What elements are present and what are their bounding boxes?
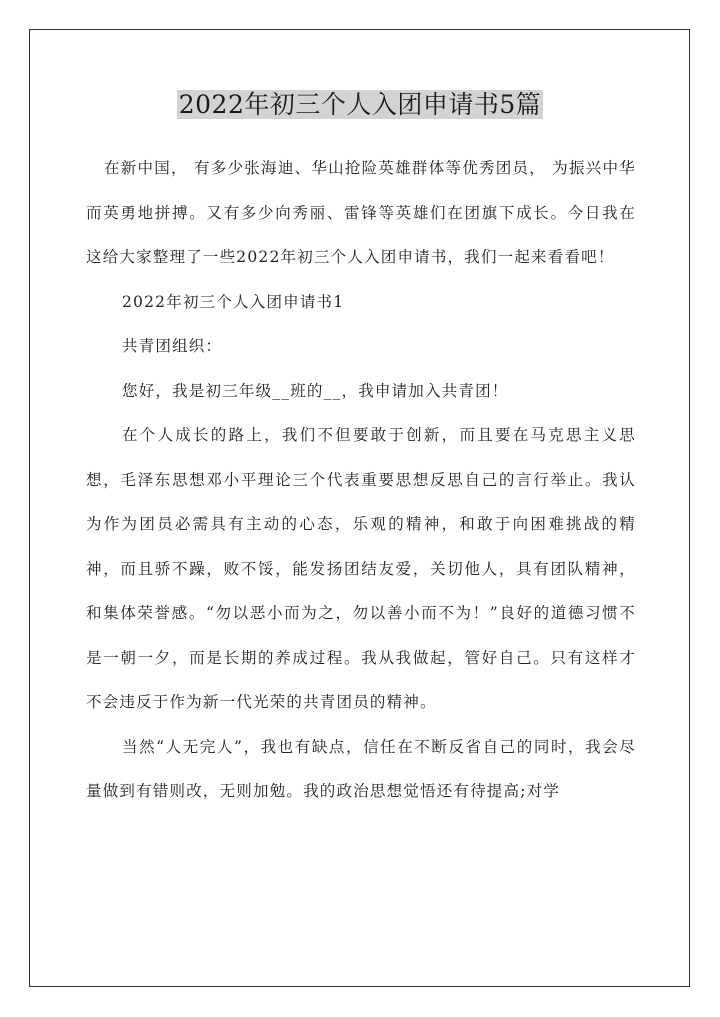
document-title — [0, 85, 720, 125]
document-body — [86, 146, 636, 814]
body-paragraph: 在个人成长的路上，我们不但要敢于创新，而且要在马克思主义思想，毛泽东思想邓小平理论三个代表重要思想反思自己的言行举止。我认为作为团员必需具有主动的心态，乐观的精神，和敢于向困难挑战的精神，而且骄不躁，败不馁，能发扬团结友爱，关切他人，具有团队精神，和集体荣誉感。“勿以恶小而为之，勿以善小而不为！”良好的道德习惯不是一朝一夕，而是长期的养成过程。我从我做起，管好自己。只有这样才不会违反于作为新一代光荣的共青团员的精神。 — [86, 426, 636, 711]
section-heading: 2022年初三个人入团申请书1 — [122, 292, 345, 311]
intro-paragraph: 在新中国， 有多少张海迪、华山抢险英雄群体等优秀团员， 为振兴中华而英勇地拼搏。又有多少向秀丽、雷锋等英雄们在团旗下成长。今日我在这给大家整理了一些2022年初三个人入团申请书，我们一起来看看吧！ — [86, 159, 636, 266]
document-title-text: 2022年初三个人入团申请书5篇 — [178, 90, 542, 119]
body-paragraph: 当然“人无完人”，我也有缺点，信任在不断反省自己的同时，我会尽量做到有错则改，无则加勉。我的政治思想觉悟还有待提高;对学 — [86, 737, 636, 800]
salutation: 共青团组织： — [122, 337, 223, 355]
greeting-paragraph: 您好，我是初三年级__班的__，我申请加入共青团！ — [122, 381, 509, 400]
